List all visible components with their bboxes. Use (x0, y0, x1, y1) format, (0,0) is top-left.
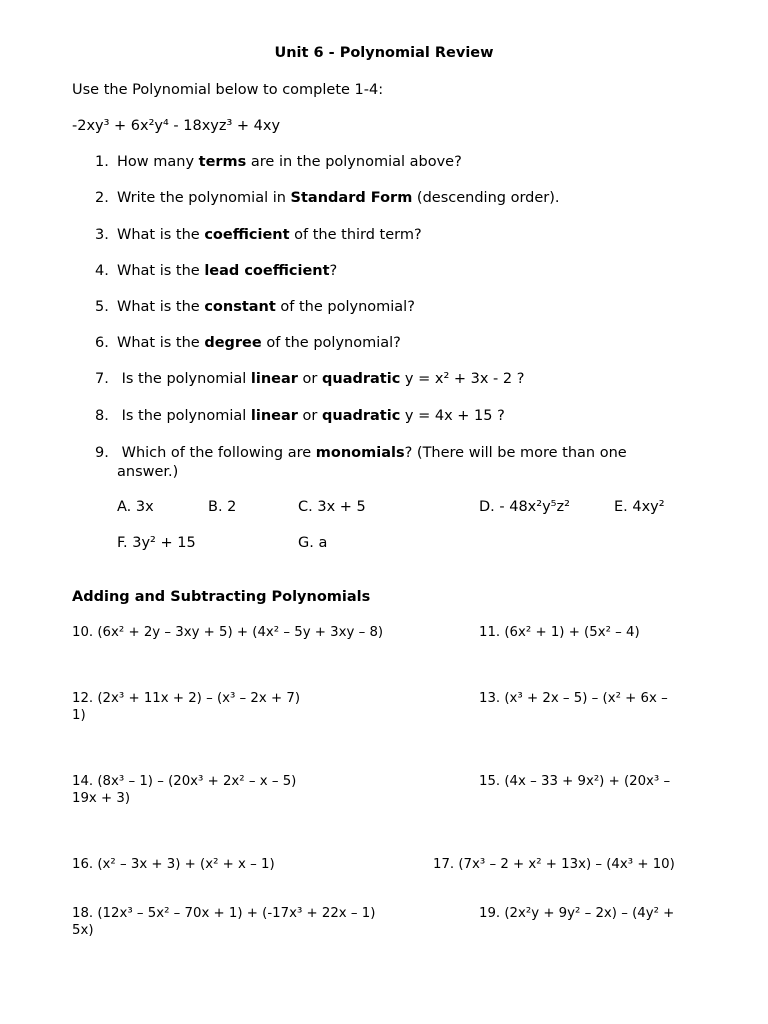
question-keyword: lead coefficient (204, 263, 330, 279)
problem-18-line-2: 5x) (72, 922, 94, 938)
question-text: are in the polynomial above? (246, 154, 462, 170)
option-e: E. 4xy² (614, 499, 665, 515)
question-number: 7. (95, 371, 109, 387)
question-9 (95, 444, 675, 482)
problem-14-line-2: 19x + 3) (72, 790, 131, 806)
question-number: 3. (95, 227, 109, 243)
question-number: 6. (95, 335, 109, 351)
problem-18-line-1: 18. (12x³ – 5x² – 70x + 1) + (-17x³ + 22x – 1) (72, 906, 376, 921)
option-d: D. - 48x²y⁵z² (479, 499, 570, 515)
given-polynomial: -2xy³ + 6x²y⁴ - 18xyz³ + 4xy (72, 118, 281, 134)
question-text: Is the polynomial (117, 371, 251, 387)
question-text: What is the (117, 263, 205, 279)
problem-14 (72, 774, 296, 807)
problem-16: 16. (x² – 3x + 3) + (x² + x – 1) (72, 857, 275, 872)
option-b: B. 2 (208, 499, 237, 515)
question-keyword: constant (204, 299, 276, 315)
problem-13: 13. (x³ + 2x – 5) – (x² + 6x – (479, 691, 668, 706)
question-text: y = x² + 3x - 2 ? (400, 371, 525, 387)
question-7 (95, 371, 524, 387)
problem-10: 10. (6x² + 2y – 3xy + 5) + (4x² – 5y + 3xy – 8) (72, 625, 384, 640)
option-a: A. 3x (117, 499, 154, 515)
question-text: What is the (117, 335, 205, 351)
question-text: Is the polynomial (117, 408, 251, 424)
problem-17: 17. (7x³ – 2 + x² + 13x) – (4x³ + 10) (433, 857, 675, 872)
question-text: Which of the following are (117, 445, 316, 461)
problem-15: 15. (4x – 33 + 9x²) + (20x³ – (479, 774, 671, 789)
question-text: or (297, 371, 322, 387)
question-text: ? (329, 263, 338, 279)
question-text: of the polynomial? (261, 335, 401, 351)
question-text: (descending order). (412, 190, 560, 206)
instructions: Use the Polynomial below to complete 1-4: (72, 82, 384, 98)
section-heading: Adding and Subtracting Polynomials (72, 589, 371, 605)
question-5 (95, 299, 415, 315)
problem-11: 11. (6x² + 1) + (5x² – 4) (479, 625, 640, 640)
question-keyword: degree (204, 335, 262, 351)
question-number: 5. (95, 299, 109, 315)
question-keyword: linear (250, 408, 298, 424)
question-text: ? (There will be more than one (404, 445, 627, 461)
question-number: 9. (95, 445, 109, 461)
question-text: What is the (117, 227, 205, 243)
question-text: How many (117, 154, 199, 170)
question-text: y = 4x + 15 ? (400, 408, 505, 424)
question-8 (95, 408, 505, 424)
option-c: C. 3x + 5 (298, 499, 366, 515)
problem-14-line-1: 14. (8x³ – 1) – (20x³ + 2x² – x – 5) (72, 774, 297, 789)
problem-18 (72, 906, 375, 939)
problem-12-line-2: 1) (72, 707, 86, 723)
question-number: 4. (95, 263, 109, 279)
question-keyword: quadratic (322, 408, 401, 424)
question-6 (95, 335, 401, 351)
question-2 (95, 190, 560, 206)
problem-12 (72, 691, 300, 724)
question-4 (95, 263, 337, 279)
problem-12-line-1: 12. (2x³ + 11x + 2) – (x³ – 2x + 7) (72, 691, 301, 706)
question-text-continued: answer.) (117, 464, 179, 480)
question-keyword: monomials (315, 445, 405, 461)
question-keyword: terms (198, 154, 247, 170)
option-f: F. 3y² + 15 (117, 535, 196, 551)
question-text: or (297, 408, 322, 424)
question-number: 1. (95, 154, 109, 170)
page-title: Unit 6 - Polynomial Review (274, 45, 494, 61)
question-keyword: coefficient (204, 227, 290, 243)
question-text: What is the (117, 299, 205, 315)
question-number: 8. (95, 408, 109, 424)
question-keyword: Standard Form (290, 190, 413, 206)
problem-19: 19. (2x²y + 9y² – 2x) – (4y² + (479, 906, 675, 921)
question-text: of the polynomial? (275, 299, 415, 315)
question-1 (95, 154, 462, 170)
question-number: 2. (95, 190, 109, 206)
question-keyword: linear (250, 371, 298, 387)
option-g: G. a (298, 535, 328, 551)
question-text: of the third term? (289, 227, 422, 243)
question-keyword: quadratic (322, 371, 401, 387)
question-text: Write the polynomial in (117, 190, 291, 206)
question-3 (95, 227, 422, 243)
